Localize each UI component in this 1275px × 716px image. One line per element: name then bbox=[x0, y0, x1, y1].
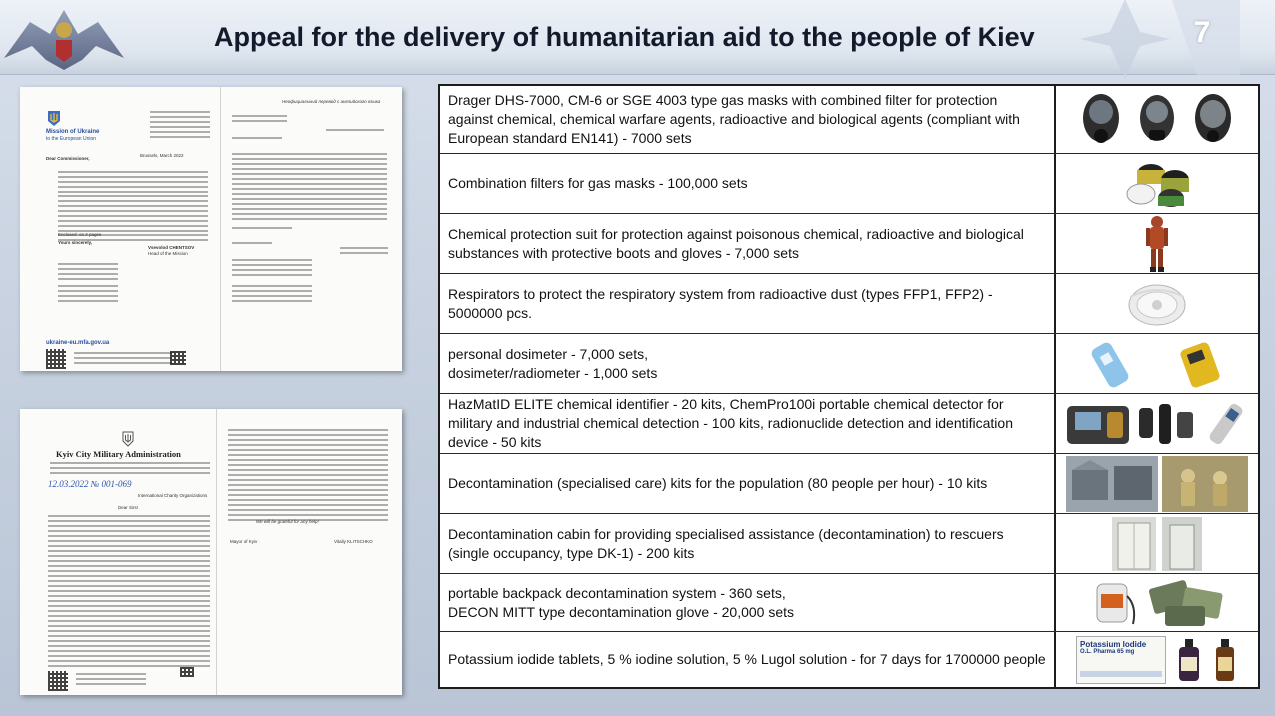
closing: Yours sincerely, bbox=[58, 240, 93, 245]
table-row bbox=[440, 632, 1258, 687]
mission-url: ukraine-eu.mfa.gov.ua bbox=[46, 340, 110, 346]
signer-title: Head of the Mission bbox=[148, 251, 188, 256]
letter-kyiv-military-administration bbox=[20, 409, 402, 695]
page-fold bbox=[216, 409, 217, 695]
dosimeter-radiometer-icon bbox=[1177, 339, 1223, 389]
item-description: Respirators to protect the respiratory system from radioactive dust (types FFP1, FFP2) - 5000000 pcs. bbox=[440, 274, 1056, 333]
lugol-bottle-icon bbox=[1212, 637, 1238, 683]
ministry-name: Mission of Ukraine bbox=[46, 129, 100, 135]
respirator-icon bbox=[1122, 279, 1192, 329]
slide-header bbox=[0, 0, 1275, 75]
decontamination-kits-image bbox=[1056, 454, 1258, 513]
mayor-title: Mayor of Kyiv bbox=[230, 539, 258, 544]
translation-note: Неофициальный перевод с английского языка bbox=[282, 99, 381, 104]
barcode bbox=[170, 351, 186, 365]
personal-dosimeter-icon bbox=[1091, 339, 1137, 389]
recipient-org: International Charity Organizations bbox=[138, 493, 208, 498]
decon-mitt-icon bbox=[1147, 576, 1227, 630]
table-row bbox=[440, 154, 1258, 214]
item-description: personal dosimeter - 7,000 sets, dosimeter/radiometer - 1,000 sets bbox=[440, 334, 1056, 393]
radionuclide-detector-icon bbox=[1203, 398, 1249, 450]
item-description: Chemical protection suit for protection against poisonous chemical, radioactive and biological substances with protective boots and gloves - 7,000 sets bbox=[440, 214, 1056, 273]
signer: Vitaliy KLITSCHKO bbox=[334, 539, 373, 544]
protective-suit-image bbox=[1056, 214, 1258, 273]
gas-mask-icon bbox=[1190, 90, 1236, 150]
gas-filters-image bbox=[1056, 154, 1258, 213]
chemical-detectors-image bbox=[1056, 394, 1258, 453]
aid-items-table bbox=[438, 84, 1260, 689]
table-row bbox=[440, 334, 1258, 394]
signer: Vsevolod CHENTSOV bbox=[148, 245, 195, 250]
page-fold bbox=[220, 87, 221, 371]
gas-masks-image bbox=[1056, 86, 1258, 153]
page-number: 7 bbox=[1193, 16, 1211, 49]
potassium-iodide-box: Potassium Iodide O.L. Pharma 65 mg bbox=[1076, 636, 1166, 684]
table-row bbox=[440, 514, 1258, 574]
iodine-bottle-icon bbox=[1174, 637, 1204, 683]
double-headed-eagle-emblem-icon bbox=[0, 0, 128, 74]
respirator-image bbox=[1056, 274, 1258, 333]
table-row bbox=[440, 454, 1258, 514]
greeting: Dear Sirs! bbox=[118, 505, 139, 510]
potassium-iodide-image bbox=[1056, 632, 1258, 687]
qr-code bbox=[46, 349, 66, 369]
administration-title: Kyiv City Military Administration bbox=[56, 449, 181, 459]
ministry-sub: to the European Union bbox=[46, 136, 97, 142]
decontamination-shower-icon bbox=[1162, 517, 1202, 571]
gas-filter-icon bbox=[1117, 156, 1197, 212]
enclosed-note: Enclosed: on 2 pages bbox=[58, 232, 102, 237]
table-row bbox=[440, 86, 1258, 154]
item-description: HazMatID ELITE chemical identifier - 20 kits, ChemPro100i portable chemical detector for military and industrial chemical detection - 100 kits, radionuclide detection and identification device - 50 kits bbox=[440, 394, 1056, 453]
barcode bbox=[180, 667, 194, 677]
item-description: Decontamination cabin for providing specialised assistance (decontamination) to rescuers (single occupancy, type DK-1) - 200 kits bbox=[440, 514, 1056, 573]
item-description: portable backpack decontamination system - 360 sets, DECON MITT type decontamination glove - 20,000 sets bbox=[440, 574, 1056, 631]
decontamination-cabin-image bbox=[1056, 514, 1258, 573]
backpack-sprayer-icon bbox=[1087, 576, 1139, 630]
table-row bbox=[440, 214, 1258, 274]
table-row bbox=[440, 274, 1258, 334]
dosimeters-image bbox=[1056, 334, 1258, 393]
qr-code bbox=[48, 671, 68, 691]
letter-mission-of-ukraine bbox=[20, 87, 402, 371]
thanks-line: We will be grateful for any help! bbox=[256, 519, 319, 524]
gas-mask-icon bbox=[1078, 90, 1124, 150]
decontamination-tent-icon bbox=[1066, 456, 1158, 512]
hazmatid-identifier-icon bbox=[1065, 398, 1131, 450]
decontamination-personnel-icon bbox=[1162, 456, 1248, 512]
page-title: Appeal for the delivery of humanitarian aid to the people of Kiev bbox=[214, 22, 1035, 52]
ukraine-trident-icon bbox=[122, 431, 134, 447]
item-description: Drager DHS-7000, CM-6 or SGE 4003 type gas masks with combined filter for protection against chemical, chemical warfare agents, radioactive and biological agents (compliant with European standard EN141) - 7000 sets bbox=[440, 86, 1056, 153]
item-description: Potassium iodide tablets, 5 % iodine solution, 5 % Lugol solution - for 7 days for 1700000 people bbox=[440, 632, 1056, 687]
handwritten-reference: 12.03.2022 № 001-069 bbox=[48, 479, 132, 489]
city-date: Brussels, March 2022 bbox=[140, 153, 184, 158]
item-description: Combination filters for gas masks - 100,000 sets bbox=[440, 154, 1056, 213]
table-row bbox=[440, 574, 1258, 632]
greeting: Dear Commissioner, bbox=[46, 156, 90, 161]
chempro-detector-icon bbox=[1135, 398, 1199, 450]
table-row bbox=[440, 394, 1258, 454]
backpack-decontamination-image bbox=[1056, 574, 1258, 631]
ukraine-trident-icon bbox=[46, 109, 62, 127]
decontamination-cabin-icon bbox=[1112, 517, 1156, 571]
protective-suit-icon bbox=[1145, 215, 1169, 273]
item-description: Decontamination (specialised care) kits for the population (80 people per hour) - 10 kits bbox=[440, 454, 1056, 513]
gas-mask-icon bbox=[1134, 90, 1180, 150]
